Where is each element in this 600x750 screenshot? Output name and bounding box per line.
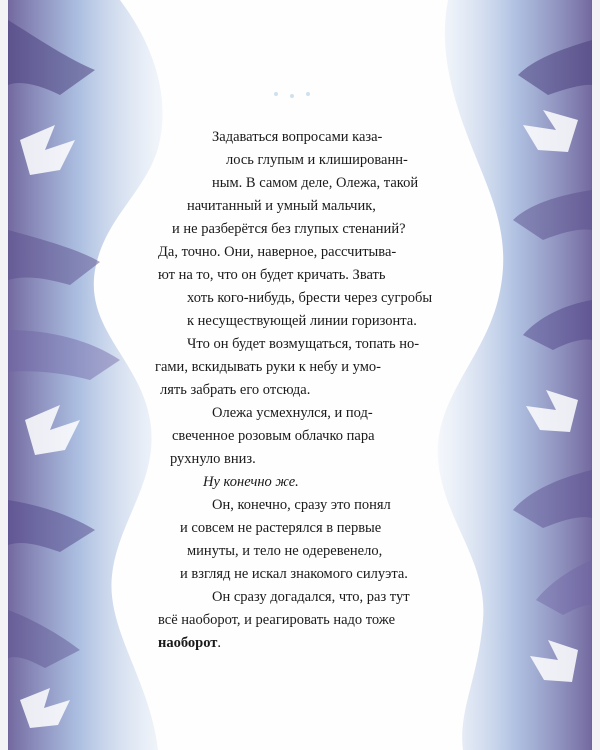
- text-line: свеченное розовым облачко пара: [172, 428, 375, 444]
- text-line: Да, точно. Они, наверное, рассчитыва-: [158, 244, 397, 260]
- text-line: Что он будет возмущаться, топать но-: [187, 336, 420, 352]
- text-line: и совсем не растерялся в первые: [180, 520, 382, 536]
- text-line: и не разберётся без глупых стенаний?: [172, 221, 406, 237]
- text-line: гами, вскидывать руки к небу и умо-: [155, 359, 381, 375]
- text-line: Олежа усмехнулся, и под-: [212, 405, 373, 421]
- emphasis-word: наоборот: [158, 635, 218, 651]
- text-line: к несуществующей линии горизонта.: [187, 313, 417, 329]
- text-line: рухнуло вниз.: [170, 451, 256, 467]
- text-line-italic: Ну конечно же.: [203, 474, 299, 490]
- text-line: всё наоборот, и реагировать надо тоже: [158, 612, 396, 628]
- text-line: Он, конечно, сразу это понял: [212, 497, 391, 513]
- text-line-last: наоборот.: [158, 635, 222, 651]
- text-line: ным. В самом деле, Олежа, такой: [212, 175, 419, 191]
- text-line: лось глупым и клишированн-: [226, 152, 408, 168]
- text-line: хоть кого-нибудь, брести через сугробы: [187, 290, 433, 306]
- text-line: лять забрать его отсюда.: [160, 382, 311, 398]
- text-line: начитанный и умный мальчик,: [187, 198, 376, 214]
- text-line: ют на то, что он будет кричать. Звать: [158, 267, 386, 283]
- text-line: Задаваться вопросами каза-: [212, 129, 383, 145]
- text-line: Он сразу догадался, что, раз тут: [212, 589, 410, 605]
- text-line: и взгляд не искал знакомого силуэта.: [180, 566, 408, 582]
- text-line: минуты, и тело не одеревенело,: [187, 543, 383, 559]
